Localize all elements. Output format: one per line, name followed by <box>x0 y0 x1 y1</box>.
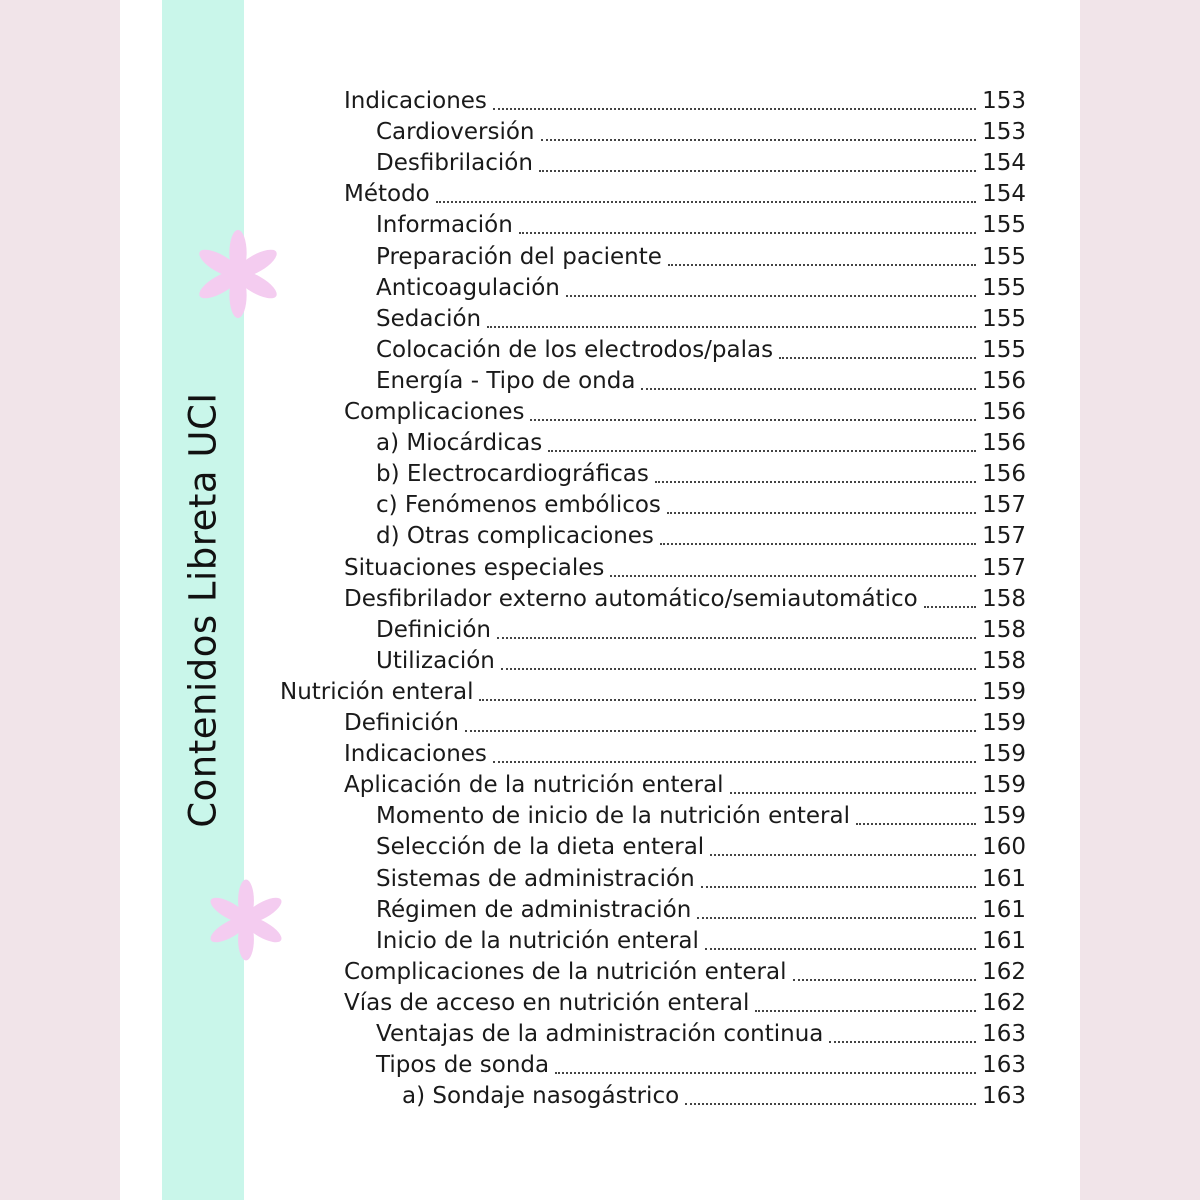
toc-entry-label: Tipos de sonda <box>376 1052 550 1079</box>
toc-entry-page-number: 158 <box>982 616 1026 643</box>
toc-entry-label: Selección de la dieta enteral <box>376 834 705 861</box>
toc-entry <box>344 584 1026 615</box>
toc-entry <box>376 304 1026 335</box>
toc-entry <box>344 397 1026 428</box>
toc-entry <box>376 615 1026 646</box>
toc-entry-page-number: 155 <box>982 212 1026 239</box>
document-page <box>120 0 1080 1200</box>
toc-entry <box>376 490 1026 521</box>
toc-dot-leader <box>548 450 976 452</box>
toc-entry-label: Nutrición enteral <box>280 678 474 705</box>
toc-entry-page-number: 157 <box>982 492 1026 519</box>
toc-entry-page-number: 155 <box>982 336 1026 363</box>
toc-entry-page-number: 155 <box>982 243 1026 270</box>
toc-entry-page-number: 157 <box>982 554 1026 581</box>
toc-entry-label: Utilización <box>376 647 495 674</box>
toc-dot-leader <box>541 139 977 141</box>
toc-entry-label: Sistemas de administración <box>376 865 695 892</box>
toc-entry <box>376 646 1026 677</box>
toc-dot-leader <box>493 761 976 763</box>
toc-dot-leader <box>710 854 976 856</box>
toc-entry <box>344 988 1026 1019</box>
toc-dot-leader <box>519 232 976 234</box>
toc-dot-leader <box>610 575 976 577</box>
toc-entry-page-number: 158 <box>982 585 1026 612</box>
toc-entry-label: Información <box>376 212 513 239</box>
toc-entry-page-number: 159 <box>982 741 1026 768</box>
toc-entry-page-number: 162 <box>982 989 1026 1016</box>
toc-entry-page-number: 160 <box>982 834 1026 861</box>
toc-entry-label: Preparación del paciente <box>376 243 662 270</box>
toc-dot-leader <box>566 295 976 297</box>
toc-entry-label: Indicaciones <box>344 741 487 768</box>
table-of-contents <box>120 0 1080 1200</box>
toc-dot-leader <box>829 1041 976 1043</box>
toc-entry-label: c) Fenómenos embólicos <box>376 492 661 519</box>
toc-dot-leader <box>924 606 976 608</box>
toc-dot-leader <box>501 668 976 670</box>
toc-entry-page-number: 159 <box>982 710 1026 736</box>
toc-entry <box>376 1019 1026 1050</box>
toc-entry-page-number: 156 <box>982 367 1026 394</box>
toc-entry-label: Régimen de administración <box>376 896 692 923</box>
toc-entry <box>376 117 1026 148</box>
toc-dot-leader <box>539 170 976 172</box>
toc-entry <box>376 1050 1026 1081</box>
toc-entry <box>376 521 1026 552</box>
toc-dot-leader <box>479 699 976 701</box>
toc-entry-page-number: 161 <box>982 865 1026 892</box>
toc-entry <box>376 926 1026 957</box>
toc-entry-page-number: 155 <box>982 305 1026 332</box>
toc-entry-page-number: 153 <box>982 119 1026 146</box>
toc-entry-page-number: 159 <box>982 803 1026 830</box>
toc-dot-leader <box>493 108 976 110</box>
toc-dot-leader <box>697 917 976 919</box>
toc-dot-leader <box>793 979 977 981</box>
toc-entry <box>402 1081 1026 1112</box>
toc-dot-leader <box>668 264 976 266</box>
toc-entry-label: d) Otras complicaciones <box>376 523 654 550</box>
toc-entry <box>280 677 1026 708</box>
toc-entry <box>376 428 1026 459</box>
toc-entry <box>376 210 1026 241</box>
toc-entry-page-number: 154 <box>982 181 1026 208</box>
toc-dot-leader <box>530 419 976 421</box>
toc-dot-leader <box>667 512 976 514</box>
toc-entry-label: Energía - Tipo de onda <box>376 367 636 394</box>
toc-entry-label: a) Miocárdicas <box>376 430 543 457</box>
toc-entry <box>376 242 1026 273</box>
toc-dot-leader <box>497 637 976 639</box>
toc-dot-leader <box>701 886 976 888</box>
toc-dot-leader <box>856 823 976 825</box>
toc-entry-label: Anticoagulación <box>376 274 560 301</box>
toc-entry-label: Desfibrilación <box>376 150 533 177</box>
toc-entry <box>344 86 1026 117</box>
toc-entry <box>376 864 1026 895</box>
toc-entry-page-number: 158 <box>982 647 1026 674</box>
toc-entry-page-number: 163 <box>982 1052 1026 1079</box>
toc-dot-leader <box>487 326 976 328</box>
toc-entry-page-number: 161 <box>982 896 1026 923</box>
toc-entry-label: Método <box>344 181 430 208</box>
toc-entry-label: Sedación <box>376 305 482 332</box>
toc-entry-page-number: 163 <box>982 1021 1026 1047</box>
toc-dot-leader <box>465 730 976 732</box>
toc-entry-page-number: 156 <box>982 399 1026 425</box>
toc-entry-page-number: 162 <box>982 958 1026 985</box>
toc-entry <box>344 708 1026 739</box>
toc-entry-page-number: 159 <box>982 678 1026 705</box>
toc-entry <box>376 148 1026 179</box>
toc-entry-label: Momento de inicio de la nutrición enteral <box>376 803 850 830</box>
toc-dot-leader <box>755 1010 976 1012</box>
toc-entry <box>376 335 1026 366</box>
toc-entry <box>376 801 1026 832</box>
toc-entry <box>376 366 1026 397</box>
toc-dot-leader <box>555 1072 976 1074</box>
toc-entry <box>344 957 1026 988</box>
toc-entry <box>376 895 1026 926</box>
toc-entry-label: Aplicación de la nutrición enteral <box>344 772 724 799</box>
toc-entry <box>376 459 1026 490</box>
toc-entry-page-number: 155 <box>982 274 1026 301</box>
toc-dot-leader <box>730 792 977 794</box>
toc-entry-page-number: 161 <box>982 927 1026 954</box>
toc-entry-label: Cardioversión <box>376 119 535 146</box>
toc-entry-label: Definición <box>344 710 459 736</box>
toc-entry-label: Desfibrilador externo automático/semiautomático <box>344 585 918 612</box>
toc-entry-label: Vías de acceso en nutrición enteral <box>344 989 750 1016</box>
toc-entry-page-number: 163 <box>982 1083 1026 1110</box>
toc-entry-label: Complicaciones de la nutrición enteral <box>344 958 787 985</box>
toc-entry <box>344 739 1026 770</box>
toc-entry-page-number: 153 <box>982 88 1026 114</box>
toc-dot-leader <box>641 388 976 390</box>
toc-entry-label: Definición <box>376 616 491 643</box>
toc-entry <box>344 553 1026 584</box>
toc-entry-page-number: 156 <box>982 430 1026 457</box>
toc-dot-leader <box>705 948 976 950</box>
toc-entry-label: Ventajas de la administración continua <box>376 1021 824 1047</box>
toc-entry <box>376 832 1026 863</box>
toc-entry <box>344 770 1026 801</box>
toc-entry-label: b) Electrocardiográficas <box>376 461 649 488</box>
toc-entry <box>344 179 1026 210</box>
toc-dot-leader <box>660 543 976 545</box>
toc-entry-label: Complicaciones <box>344 399 525 425</box>
toc-dot-leader <box>779 357 976 359</box>
toc-entry-label: Inicio de la nutrición enteral <box>376 927 699 954</box>
toc-entry-page-number: 157 <box>982 523 1026 550</box>
toc-dot-leader <box>436 201 976 203</box>
toc-entry-label: a) Sondaje nasogástrico <box>402 1083 680 1110</box>
toc-dot-leader <box>655 481 976 483</box>
toc-entry-page-number: 154 <box>982 150 1026 177</box>
toc-entry-label: Colocación de los electrodos/palas <box>376 336 774 363</box>
sidebar-title: Contenidos Libreta UCI <box>181 392 225 828</box>
toc-entry-page-number: 159 <box>982 772 1026 799</box>
toc-entry-label: Indicaciones <box>344 88 487 114</box>
toc-entry-label: Situaciones especiales <box>344 554 605 581</box>
toc-dot-leader <box>685 1103 976 1105</box>
toc-entry-page-number: 156 <box>982 461 1026 488</box>
toc-entry <box>376 273 1026 304</box>
